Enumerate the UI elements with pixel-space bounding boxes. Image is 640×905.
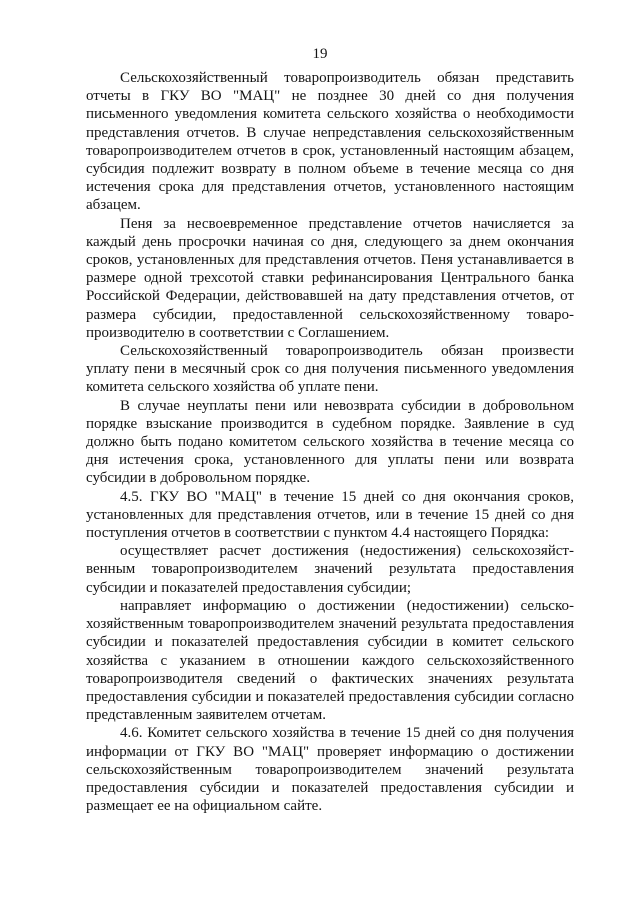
- paragraph-calculation: осуществляет расчет достижения (недостижения) сельскохозяйственным товаропроизводителем значений результата предоставления субсидии и показателей предоставления субсидии;: [86, 543, 574, 596]
- paragraph-section-4-6: 4.6. Комитет сельского хозяйства в течение 15 дней со дня получения информации от ГКУ ВО "МАЦ" проверяет информацию о достижении сельскохозяйственным товаропроизводителем значений результата предоставления субсидии и показателей предоставления субсидии и размещает ее на официальном сайте.: [86, 725, 574, 815]
- paragraph-penalty-payment: Сельскохозяйственный товаропроизводитель обязан произвести уплату пени в месячный срок со дня получения письменного уведомления комитета сельского хозяйства об уплате пени.: [86, 343, 574, 396]
- body-text: [86, 69, 574, 815]
- paragraph-report-deadline: Сельскохозяйственный товаропроизводитель обязан представить отчеты в ГКУ ВО "МАЦ" не позднее 30 дней со дня получения письменного уведомления комитета сельского хозяйства о необходимости представления отчетов. В случае непредставления сельскохозяйственным товаропроизводителем отчетов в срок, установленный настоящим абзацем, субсидия подлежит возврату в полном объеме в течение месяца со дня истечения срока для представления отчетов, установленного настоящим абзацем.: [86, 70, 574, 214]
- paragraph-section-4-5: 4.5. ГКУ ВО "МАЦ" в течение 15 дней со дня окончания сроков, установленных для представления отчетов, или в течение 15 дней со дня поступления отчетов в соответствии с пунктом 4.4 настоящего Порядка:: [86, 488, 574, 542]
- paragraph-court-recovery: В случае неуплаты пени или невозврата субсидии в добровольном порядке взыскание производится в судебном порядке. Заявление в суд должно быть подано комитетом сельского хозяйства в течение месяца со дня истечения срока, установленного для уплаты пени или возврата субсидии в добровольном порядке.: [86, 397, 574, 487]
- page-number: 19: [312, 46, 328, 62]
- paragraph-information-sending: направляет информацию о достижении (недостижении) сельскохозяйственным товаропроизводителем значений результата предоставления субсидии и показателей предоставления субсидии в комитет сельского хозяйства с указанием в отношении каждого сельскохозяйственного товаропроизводителя сведений о фактических значениях результата предоставления субсидии и показателей предоставления субсидии согласно представленным заявителем отчетам.: [86, 597, 574, 724]
- paragraph-penalty-accrual: Пеня за несвоевременное представление отчетов начисляется за каждый день просрочки начиная со дня, следующего за днем окончания сроков, установленных для представления отчетов. Пеня устанавливается в размере одной трехсотой ставки рефинансирования Центрального банка Российской Федерации, действовавшей на дату представления отчетов, от размера субсидии, предоставленной сельскохозяйственному товаропроизводителю в соответствии с Соглашением.: [86, 215, 574, 341]
